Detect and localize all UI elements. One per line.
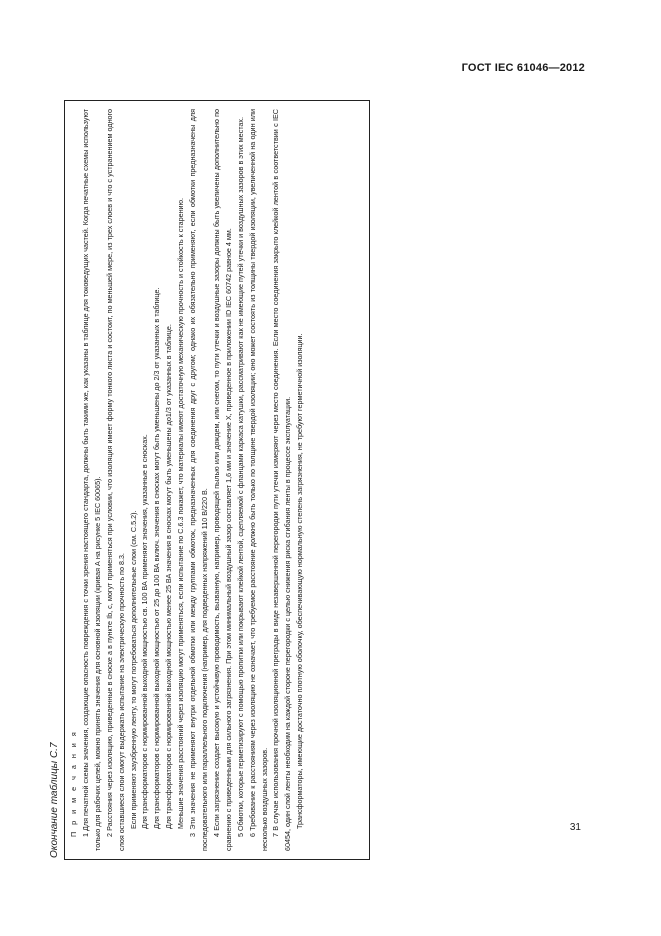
note-paragraph: Трансформаторы, имеющие достаточно плотную оболочку, обеспечивающую нормальную степень загрязнения, не требуют герметичной изоляции.	[295, 333, 305, 829]
note-paragraph: Для трансформаторов с нормированной выходной мощностью от 25 до 100 ВА включ. значения в сносках могут быть уменьшены до 2/3 от указанных в таблице.	[152, 287, 162, 829]
table-caption: Окончание таблицы С.7	[49, 742, 60, 858]
note-paragraph: Если применяют заузбренную ленту, то могут потребоваться дополнительные слои (см. С.5.2).	[128, 510, 138, 829]
page-number: 31	[569, 822, 581, 833]
note-paragraph: 4 Если загрязнение создает высокую и устойчивую проводимость, вызванную, например, проводящей пылью или дождем, или снегом, то пути утечки и воздушные зазоры должны быть увеличены дополнительно по сравнению с приведенными для сильного загрязнения. При этом минимальный воздушный зазор составляет 1,6 мм и значение Х, приведенное в приложении ID IEC 60742 равное 4 мм.	[211, 109, 233, 851]
note-paragraph: 1 Для печатной схемы значения, создающие опасность повреждения с точки зрения настоящего стандарта, должны быть такими же, как указаны в таблице для токоведущих частей. Когда печатные схемы используют только для рабочих целей, можно принять значения для основной изоляции (кривая А на рисунке 5 IEC 60065).	[80, 109, 102, 851]
note-paragraph: Для трансформаторов с нормированной выходной мощностью св. 100 ВА применяют значения, указанные в сносках.	[140, 434, 150, 829]
note-paragraph: 6 Требование к расстояниям через изоляцию не означает, что требуемое расстояние должно быть только по толщине твердой изоляции; оно может состоять из толщины твердой изоляции, увеличенной на один или несколько воздушных зазоров.	[247, 109, 269, 851]
note-paragraph: 3 Эти значения не применяют внутри отдельной обмотки или между группами обмоток, предназначенных для соединения друг с другом; однако их обязательно применяют, если обмотки предназначены для последовательного или параллельного подключения (например, для подведенных напряжений 110 В/220 В.	[188, 109, 209, 851]
note-paragraph: 5 Обмотки, которые герметизируют с помощью пропитки или покрывают клейкой лентой, сцепляемой с фланцами каркаса катушки, рассматривают как не имеющие путей утечки и воздушных зазоров в этих местах.	[235, 116, 245, 837]
note-paragraph: Для трансформаторов с нормированной выходной мощностью менее 25 ВА значения в сносках могут быть уменьшены до1/3 от указанных в таблице.	[164, 324, 174, 829]
note-paragraph: 2 Расстояния через изоляцию, приведенные в сноске а в пункте Ib, с, могут применяться при условии, что изоляция имеет форму тонкого листа и состоит, по меньшей мере, из трех слоев и что с устранением одного слоя оставшиеся слои смогут выдержать испытание на электрическую прочность по 8.3.	[104, 109, 126, 851]
note-paragraph: 7 В случае использования прочной изоляционной преграды в виде незавершенной перегородки пути утечки измеряют через место соединения. Если место соединения закрыто клейкой лентой в соответствии с IEC 60454, один слой ленты необходим на каждой стороне перегородки с целью снижения риска сгибания ленты в процессе эксплуатации.	[271, 109, 293, 851]
document-header: ГОСТ IEC 61046—2012	[461, 62, 585, 74]
notes-title: П р и м е ч а н и я	[69, 729, 78, 837]
note-paragraph: Меньшие значения расстояний через изоляцию могут применяться, если испытание по С.6.3 покажет, что материалы имеют достаточную механическую прочность и стойкость к старению.	[176, 198, 186, 829]
notes-box	[64, 100, 370, 860]
rotated-table-section	[48, 100, 378, 860]
